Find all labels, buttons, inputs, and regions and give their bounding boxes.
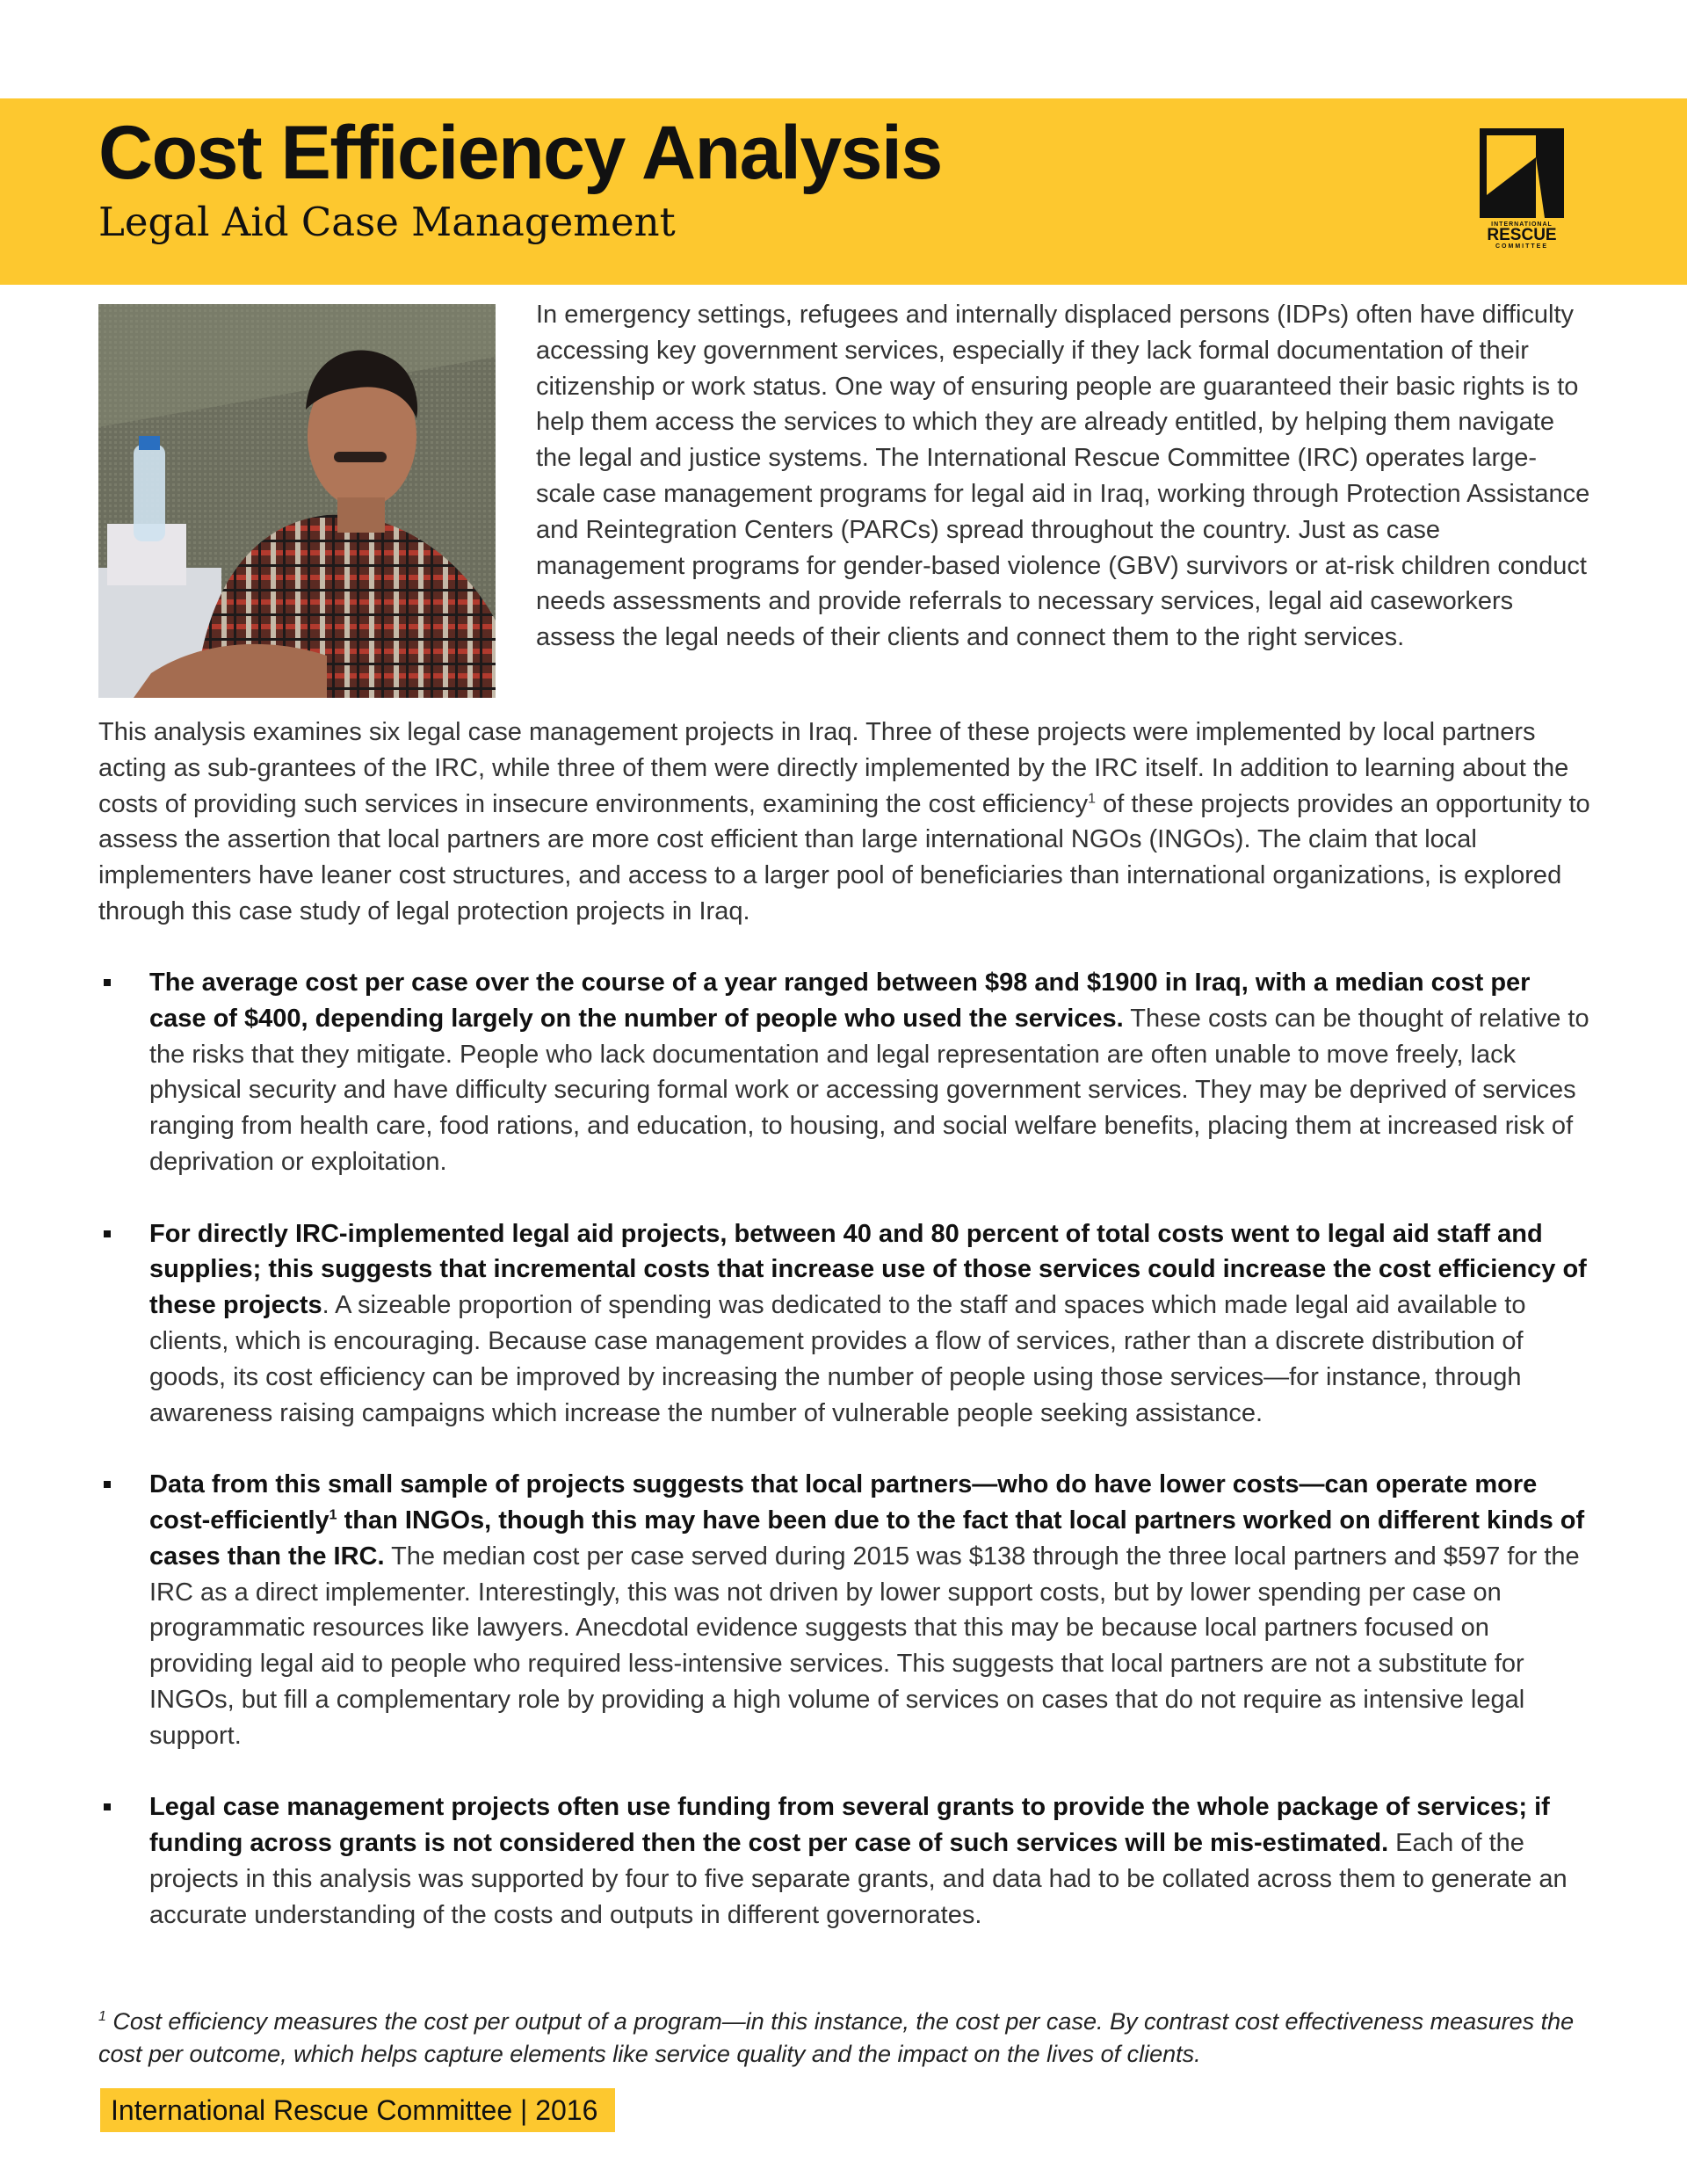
finding-headline: The average cost per case over the course of a year ranged between $98 and $1900 in Iraq, with a median cost per case of $400, depending largely on the number of people who used the services. (149, 969, 1531, 1033)
footnote-reference: 1 (329, 1507, 337, 1523)
finding-headline: Legal case management projects often use funding from several grants to provide the whole package of services; if funding across grants is not considered then the cost per case of such services will be mis-estimated. (149, 1793, 1550, 1858)
footnote-text: Cost efficiency measures the cost per output of a program—in this instance, the cost per case. By contrast cost effectiveness measures the cost per outcome, which helps capture elements like service quality and the impact on the lives of clients. (98, 2008, 1575, 2067)
photo (98, 304, 496, 698)
bullet-square-icon (104, 1803, 111, 1810)
page-subtitle: Legal Aid Case Management (98, 199, 676, 245)
footnote-marker: 1 (98, 2009, 106, 2024)
key-findings-list (98, 965, 1592, 1969)
footnote (98, 2006, 1610, 2071)
list-item (98, 965, 1592, 1180)
finding-headline-end: than INGOs, though this may have been due to the fact that local partners worked on different kinds of cases than the IRC. (149, 1506, 1585, 1571)
list-item (98, 1789, 1592, 1933)
irc-logo (1480, 128, 1564, 250)
logo-sub-line: COMMITTEE (1495, 243, 1548, 250)
second-paragraph (98, 715, 1592, 930)
logo-main-line: RESCUE (1487, 226, 1557, 244)
page-title: Cost Efficiency Analysis (98, 111, 942, 195)
list-item (98, 1467, 1592, 1753)
bullet-square-icon (104, 1481, 111, 1488)
bullet-square-icon (104, 1230, 111, 1237)
finding-detail: The median cost per case served during 2015 was $138 through the three local partners and $597 for the IRC as a direct implementer. Interestingly, this was not driven by lower support costs, but by lower spending per case on programmatic resources like lawyers. Anecdotal evidence suggests that this may be because local partners focused on providing legal aid to people who required less-intensive services. This suggests that local partners are not a substitute for INGOs, but fill a complementary role by providing a high volume of services on cases that do not require as intensive legal support. (149, 1542, 1580, 1750)
logo-org-line: INTERNATIONAL (1491, 221, 1553, 228)
finding-detail: Each of the projects in this analysis was supported by four to five separate grants, and data had to be collated across them to generate an accurate understanding of the costs and outputs in different governorates. (149, 1829, 1568, 1929)
list-item (98, 1216, 1592, 1432)
finding-headline: For directly IRC-implemented legal aid projects, between 40 and 80 percent of total costs went to legal aid staff and supplies; this suggests that incremental costs that increase use of those services could increase the cost efficiency of these projects (149, 1219, 1587, 1320)
second-paragraph-text: This analysis examines six legal case management projects in Iraq. Three of these projects were implemented by local partners acting as sub-grantees of the IRC, while three of them were directly implemented by the IRC itself. In addition to learning about the costs of providing such services in insecure environments, examining the cost efficiency (98, 718, 1569, 818)
second-paragraph-text-continued: of these projects provides an opportunity to assess the assertion that local partners are more cost efficient than large international NGOs (INGOs). The claim that local implementers have leaner cost structures, and access to a larger pool of beneficiaries than international organizations, is explored through this case study of legal protection projects in Iraq. (98, 789, 1590, 925)
finding-detail: These costs can be thought of relative to the risks that they mitigate. People who lack documentation and legal representation are often unable to move freely, lack physical security and have difficulty securing formal work or accessing government services. They may be deprived of services ranging from health care, food rations, and education, to housing, and social welfare benefits, placing them at increased risk of deprivation or exploitation. (149, 1004, 1589, 1176)
photo-of-man-in-tent-icon (98, 304, 496, 698)
bullet-square-icon (104, 979, 111, 986)
footer-label: International Rescue Committee | 2016 (100, 2088, 615, 2132)
intro-paragraph: In emergency settings, refugees and internally displaced persons (IDPs) often have difficulty accessing key government services, especially if they lack formal documentation of their citizenship or work status. One way of ensuring people are guaranteed their basic rights is to help them access the services to which they are already entitled, by helping them navigate the legal and justice systems. The International Rescue Committee (IRC) operates large-scale case management programs for legal aid in Iraq, working through Protection Assistance and Reintegration Centers (PARCs) spread throughout the country. Just as case management programs for gender-based violence (GBV) survivors or at-risk children conduct needs assessments and provide referrals to necessary services, legal aid caseworkers assess the legal needs of their clients and connect them to the right services. (536, 301, 1590, 652)
finding-detail: . A sizeable proportion of spending was dedicated to the staff and spaces which made legal aid available to clients, which is encouraging. Because case management provides a flow of services, rather than a discrete distribution of goods, its cost efficiency can be improved by increasing the number of people using those services—for instance, through awareness raising campaigns which increase the number of vulnerable people seeking assistance. (149, 1291, 1526, 1427)
finding-headline-start: Data from this small sample of projects suggests that local partners—who do have lower costs—can operate more cost-efficiently (149, 1470, 1538, 1535)
footnote-reference: 1 (1088, 790, 1097, 806)
irc-arrow-icon (1480, 128, 1564, 218)
